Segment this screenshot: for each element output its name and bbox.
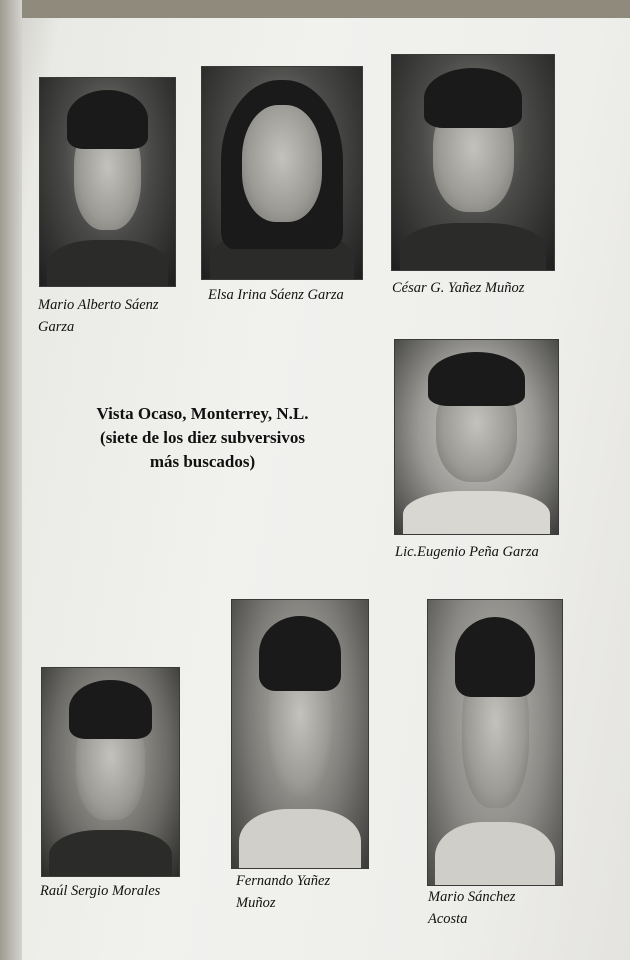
- portrait-elsa-irina-saenz-garza: [202, 67, 362, 279]
- portrait-raul-sergio-morales: [42, 668, 179, 876]
- caption-eugenio-pena-garza: Lic.Eugenio Peña Garza: [395, 544, 539, 560]
- portrait-cesar-yanez-munoz: [392, 55, 554, 270]
- caption-elsa-irina-saenz-garza: Elsa Irina Sáenz Garza: [208, 287, 344, 303]
- portrait-fernando-yanez-munoz: [232, 600, 368, 868]
- background-surface: [0, 0, 630, 18]
- portrait-mario-sanchez-acosta: [428, 600, 562, 885]
- portrait-mario-alberto-saenz-garza: [40, 78, 175, 286]
- caption-cesar-yanez-munoz: César G. Yañez Muñoz: [392, 280, 525, 296]
- caption-mario-alberto-saenz-garza: Mario Alberto Sáenz Garza: [38, 297, 159, 335]
- portrait-eugenio-pena-garza: [395, 340, 558, 534]
- page-title: Vista Ocaso, Monterrey, N.L. (siete de los diez subversivos más buscados): [96, 404, 309, 471]
- page-gutter: [0, 0, 22, 960]
- caption-mario-sanchez-acosta: Mario Sánchez Acosta: [428, 889, 516, 927]
- caption-raul-sergio-morales: Raúl Sergio Morales: [40, 883, 161, 899]
- caption-fernando-yanez-munoz: Fernando Yañez Muñoz: [236, 873, 331, 911]
